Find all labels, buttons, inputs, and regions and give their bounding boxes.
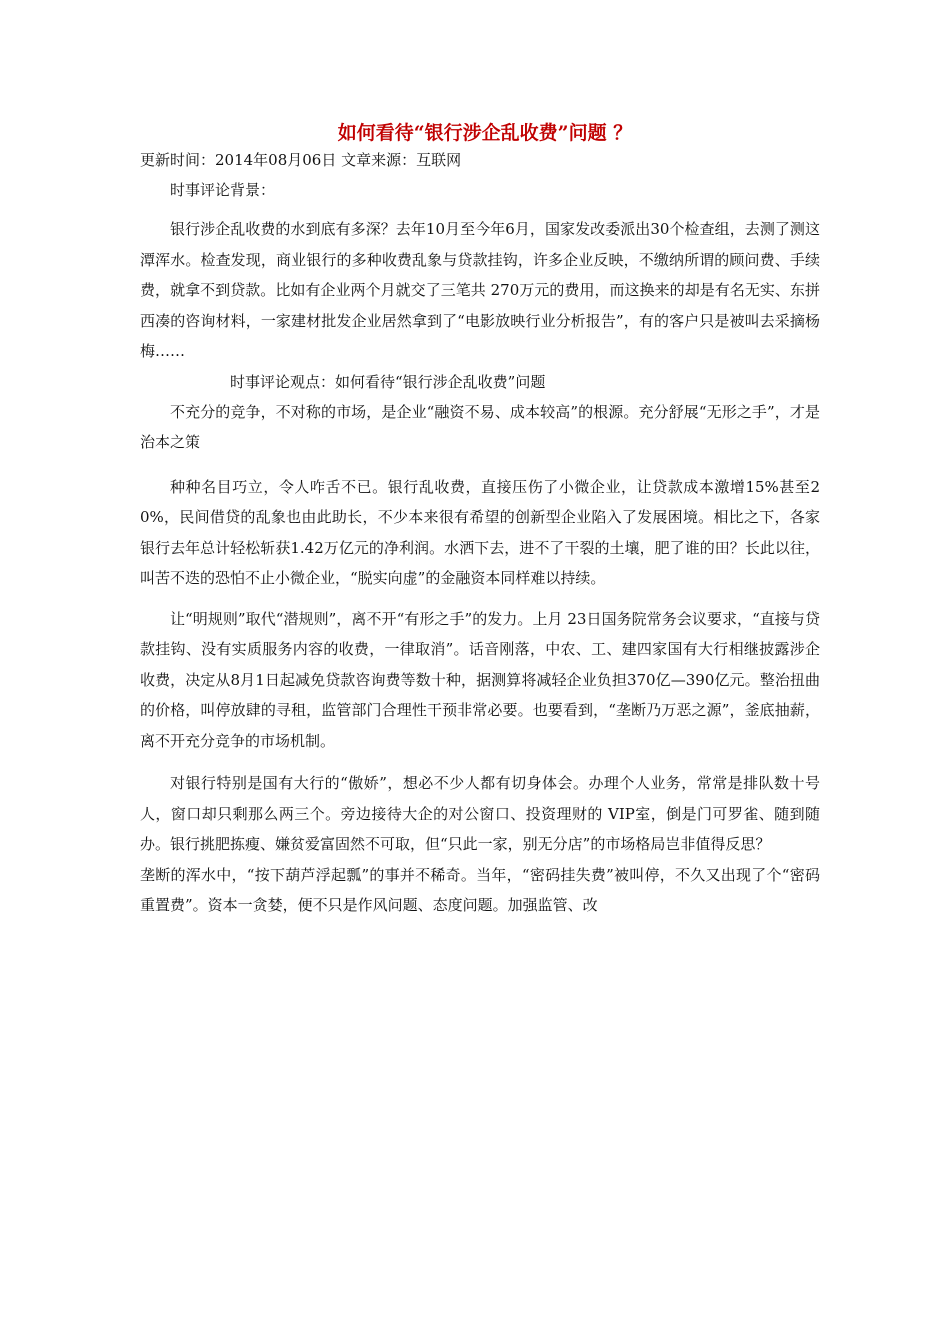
paragraph-monopoly: 垄断的浑水中，“按下葫芦浮起瓢”的事并不稀奇。当年，“密码挂失费”被叫停，不久又出现了个“密码重置费”。资本一贪婪，便不只是作风问题、态度问题。加强监管、改 xyxy=(140,865,820,914)
paragraph-service: 对银行特别是国有大行的“傲娇”，想必不少人都有切身体会。办理个人业务，常常是排队数十号人，窗口却只剩那么两三个。旁边接待大企的对公窗口、投资理财的 VIP室，倒是门可罗雀、随到随办。银行挑肥拣瘦、嫌贫爱富固然不可取，但“只此一家，别无分店”的市场格局岂非值得反思？ xyxy=(140,774,820,853)
paragraph-thesis: 不充分的竞争，不对称的市场，是企业“融资不易、成本较高”的根源。充分舒展“无形之手”，才是治本之策 xyxy=(140,402,820,451)
paragraph-fees: 种种名目巧立，令人咋舌不已。银行乱收费，直接压伤了小微企业，让贷款成本激增15%甚至20%，民间借贷的乱象也由此助长，不少本来很有希望的创新型企业陷入了发展困境。相比之下，各家银行去年总计轻松斩获1.42万亿元的净利润。水洒下去，进不了干裂的土壤，肥了谁的田？长此以往，叫苦不迭的恐怕不止小微企业，“脱实向虚”的金融资本同样难以持续。 xyxy=(140,477,820,587)
paragraph-background: 银行涉企乱收费的水到底有多深？去年10月至今年6月，国家发改委派出30个检查组，去测了测这潭浑水。检查发现，商业银行的多种收费乱象与贷款挂钩，许多企业反映，不缴纳所谓的顾问费、手续费，就拿不到贷款。比如有企业两个月就交了三笔共 270万元的费用，而这换来的却是有名无实、东拼西凑的咨询材料，一家建材批发企业居然拿到了“电影放映行业分析报告”，有的客户只是被叫去采摘杨梅…… xyxy=(140,220,820,360)
article-meta: 更新时间：2014年08月06日 文章来源：互联网 xyxy=(140,151,462,169)
paragraph-regulation: 让“明规则”取代“潜规则”，离不开“有形之手”的发力。上月 23日国务院常务会议要求，“直接与贷款挂钩、没有实质服务内容的收费，一律取消”。话音刚落，中农、工、建四家国有大行相继披露涉企收费，决定从8月1日起减免贷款咨询费等数十种，据测算将减轻企业负担370亿—390亿元。整治扭曲的价格，叫停放肆的寻租，监管部门合理性干预非常必要。也要看到，“垄断乃万恶之源”，釜底抽薪，离不开充分竞争的市场机制。 xyxy=(140,609,820,750)
viewpoint-label: 时事评论观点：如何看待“银行涉企乱收费”问题 xyxy=(230,372,546,391)
article xyxy=(140,118,820,921)
background-label: 时事评论背景： xyxy=(170,181,276,199)
article-title: 如何看待“银行涉企乱收费”问题 ？ xyxy=(337,122,633,144)
